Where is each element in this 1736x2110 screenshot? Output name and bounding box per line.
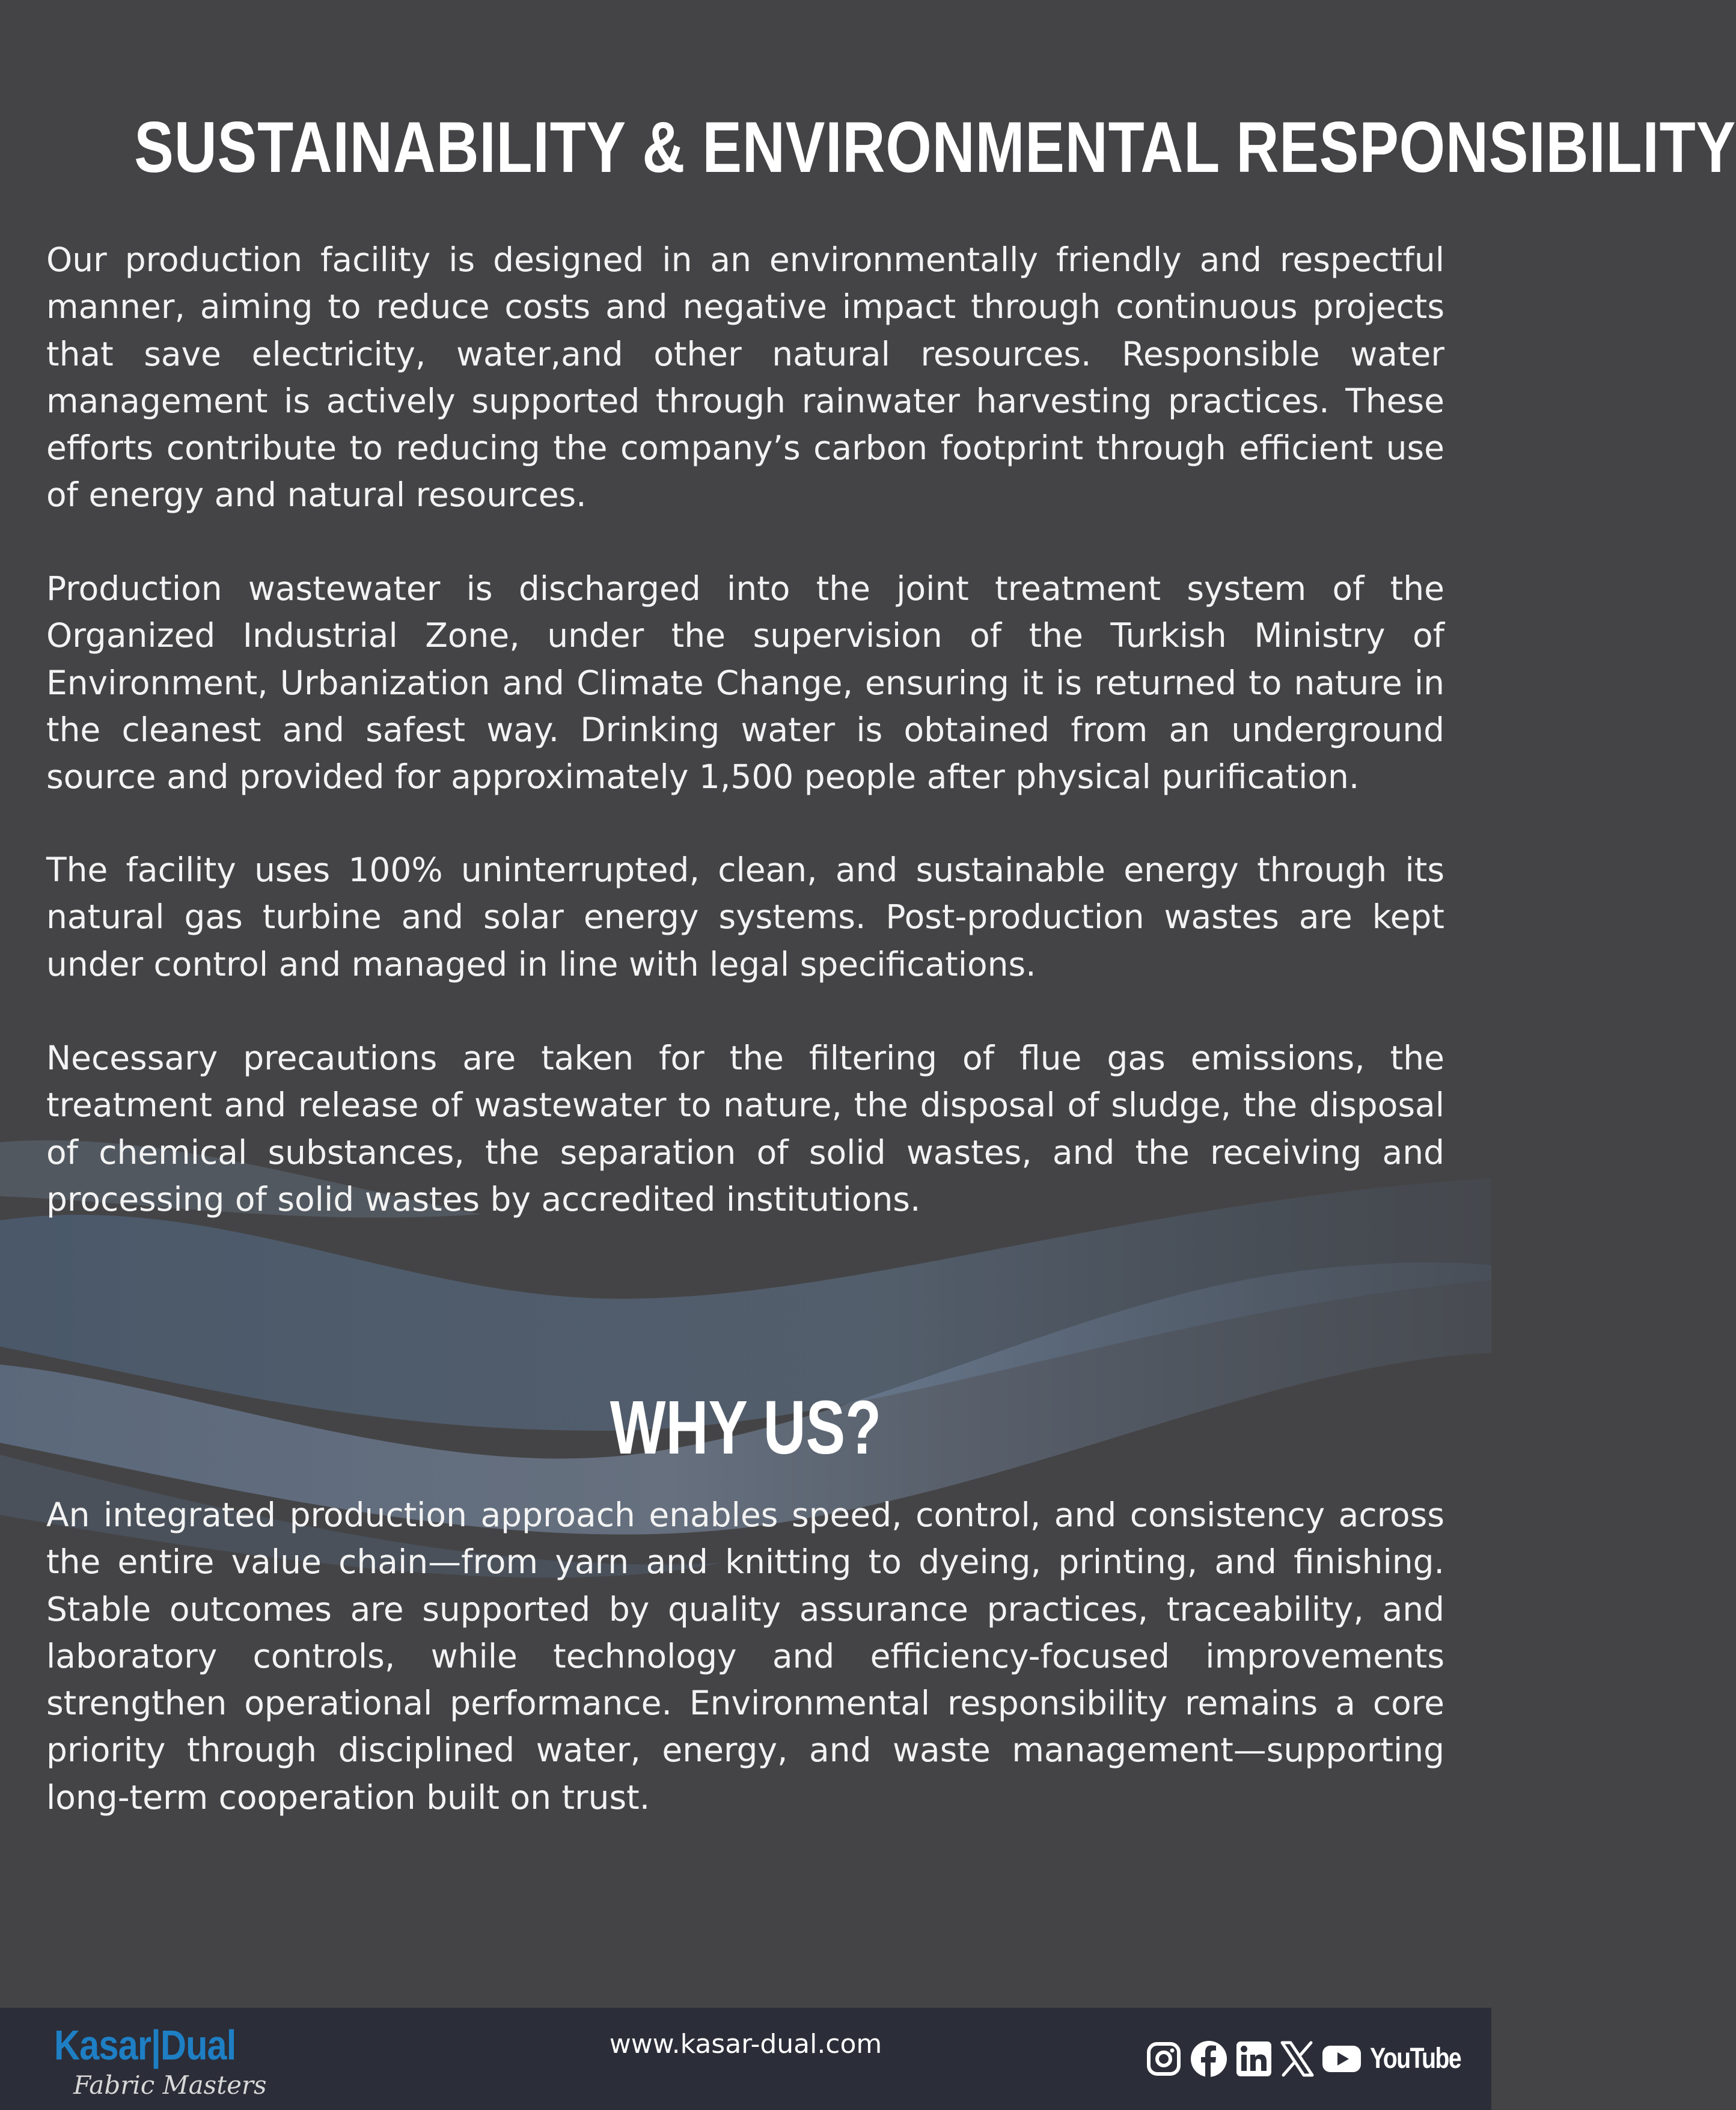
website-link[interactable]: www.kasar-dual.com	[609, 2029, 882, 2060]
social-links	[1145, 2038, 1467, 2080]
paragraph-wastewater: Production wastewater is discharged into the joint treatment system of the Organized Industrial Zone, under the supervision of the Turkish Ministry of Environment, Urbanization and Climate Change, ensuring it is returned to nature in the cleanest and safest way. Drinking water is obtained from an underground source and provided for approximately 1,500 people after physical purification.	[46, 569, 1444, 797]
logo-tagline: Fabric Masters	[73, 2070, 267, 2100]
paragraph-facility-design: Our production facility is designed in an environmentally friendly and respectful manner, aiming to reduce costs and negative impact through continuous projects that save electricity, water,and other natural resources. Responsible water management is actively supported through rainwater harvesting practices. These efforts contribute to reducing the company’s carbon footprint through efficient use of energy and natural resources.	[46, 240, 1444, 515]
instagram-icon[interactable]	[1145, 2040, 1182, 2078]
facebook-icon[interactable]	[1190, 2040, 1228, 2078]
page-title: SUSTAINABILITY & ENVIRONMENTAL RESPONSIBILITY	[134, 107, 1736, 188]
footer	[0, 2008, 1491, 2110]
youtube-label[interactable]: YouTube	[1369, 2043, 1461, 2075]
paragraph-why-us: An integrated production approach enables speed, control, and consistency across the entire value chain—from yarn and knitting to dyeing, printing, and finishing. Stable outcomes are supported by quality assurance practices, traceability, and laboratory controls, while technology and efficiency-focused improvements strengthen operational performance. Environmental responsibility remains a core priority through disciplined water, energy, and waste management—supporting long-term cooperation built on trust.	[46, 1496, 1444, 1817]
linkedin-icon[interactable]	[1235, 2040, 1273, 2078]
logo-text: Kasar|Dual	[54, 2022, 236, 2069]
x-icon[interactable]	[1280, 2040, 1315, 2078]
why-us-title: WHY US?	[610, 1385, 882, 1470]
paragraph-precautions: Necessary precautions are taken for the filtering of flue gas emissions, the treatment and release of wastewater to nature, the disposal of sludge, the disposal of chemical substances, the separation of solid wastes, and the receiving and processing of solid wastes by accredited institutions.	[46, 1039, 1444, 1219]
youtube-icon[interactable]	[1322, 2044, 1362, 2073]
paragraph-energy: The facility uses 100% uninterrupted, clean, and sustainable energy through its natural gas turbine and solar energy systems. Post-production wastes are kept under control and managed in line with legal specifications.	[46, 851, 1444, 983]
